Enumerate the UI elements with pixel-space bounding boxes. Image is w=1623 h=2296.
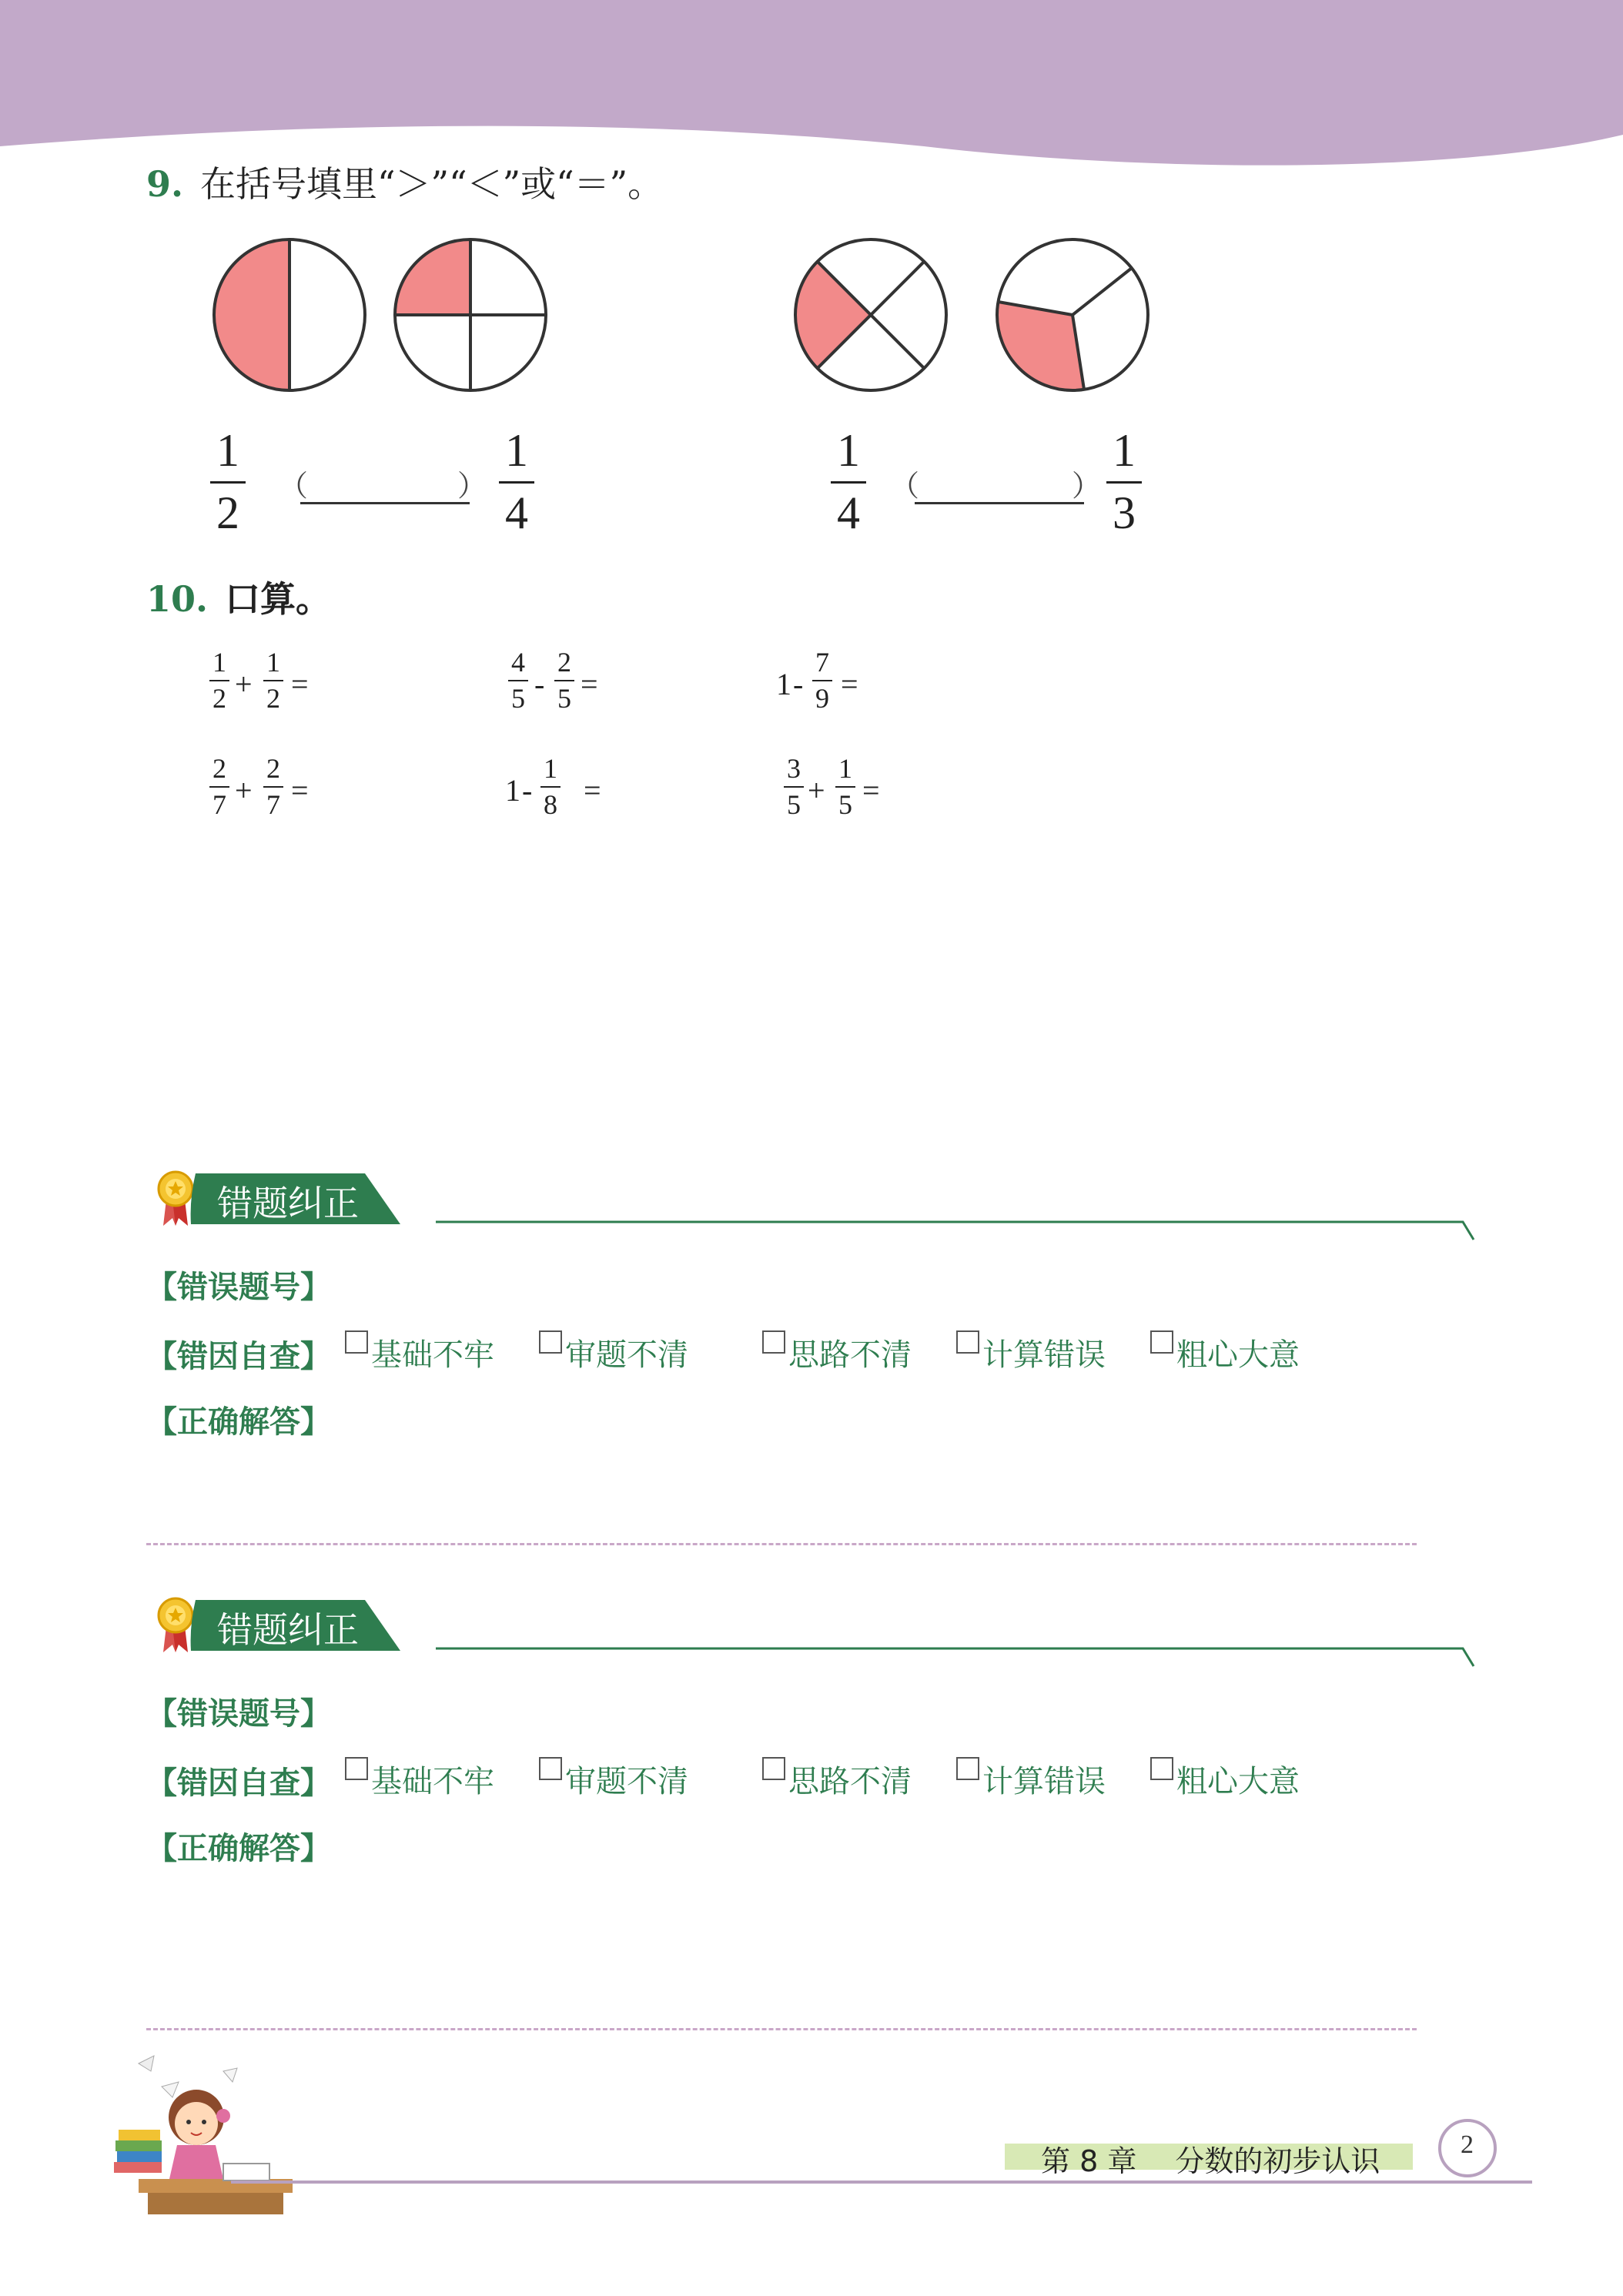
numerator: 2	[557, 647, 571, 678]
checkbox[interactable]	[345, 1757, 368, 1780]
fraction	[1104, 427, 1144, 536]
denominator: 9	[815, 683, 829, 714]
answer-label: 【正确解答】	[146, 1831, 331, 1866]
equals-sign: =	[291, 667, 309, 701]
answer-blank[interactable]	[915, 502, 1084, 504]
numerator: 3	[787, 753, 801, 784]
answer-blank[interactable]	[300, 502, 470, 504]
equals-sign: =	[841, 667, 858, 701]
fraction	[208, 755, 231, 818]
operator: -	[793, 667, 804, 701]
close-paren: ）	[457, 470, 487, 503]
denominator: 4	[505, 487, 528, 538]
operator: +	[808, 773, 825, 808]
error-number-label: 【错误题号】	[146, 1696, 331, 1732]
checkbox[interactable]	[539, 1757, 562, 1780]
option-label: 粗心大意	[1176, 1764, 1300, 1799]
option-label: 计算错误	[982, 1337, 1106, 1373]
chapter-title: 第 8 章 分数的初步认识	[1041, 2144, 1380, 2178]
question-number: 9.	[146, 163, 184, 205]
denominator: 4	[837, 487, 860, 538]
whole-number: 1	[776, 667, 791, 701]
equals-sign: =	[581, 667, 598, 701]
section-underline	[436, 1643, 1477, 1669]
error-number-label: 【错误题号】	[146, 1270, 331, 1305]
option-label: 思路不清	[788, 1337, 912, 1373]
fraction	[208, 427, 248, 536]
option-checkbox[interactable]	[539, 1757, 688, 1801]
self-check-label: 【错因自查】	[146, 1766, 331, 1801]
top-banner	[0, 0, 1623, 177]
fraction	[507, 648, 530, 712]
self-check-label: 【错因自查】	[146, 1339, 331, 1374]
numerator: 1	[544, 753, 557, 784]
operator: +	[235, 667, 253, 701]
circle-quarter-x	[791, 236, 950, 394]
numerator: 1	[838, 753, 852, 784]
equals-sign: =	[584, 773, 601, 808]
girl-studying-illustration	[108, 2048, 316, 2217]
denominator: 5	[557, 683, 571, 714]
denominator: 2	[266, 683, 280, 714]
numerator: 2	[266, 753, 280, 784]
checkbox[interactable]	[345, 1330, 368, 1354]
fraction	[834, 755, 857, 818]
option-label: 基础不牢	[371, 1337, 494, 1373]
fraction	[828, 427, 868, 536]
circle-quarter	[391, 236, 550, 394]
fraction	[262, 648, 285, 712]
option-checkbox[interactable]	[345, 1757, 494, 1801]
circle-third	[993, 236, 1152, 394]
numerator: 4	[511, 647, 525, 678]
divider	[146, 2028, 1417, 2030]
option-checkbox[interactable]	[1150, 1757, 1300, 1801]
numerator: 1	[505, 425, 528, 476]
operator: +	[235, 773, 253, 808]
option-label: 思路不清	[788, 1764, 912, 1799]
fraction	[497, 427, 537, 536]
option-checkbox[interactable]	[762, 1330, 912, 1374]
denominator: 3	[1113, 487, 1136, 538]
denominator: 2	[212, 683, 226, 714]
numerator: 1	[216, 425, 239, 476]
page-number: 2	[1461, 2130, 1474, 2159]
numerator: 7	[815, 647, 829, 678]
answer-label: 【正确解答】	[146, 1404, 331, 1440]
option-checkbox[interactable]	[762, 1757, 912, 1801]
section-title: 错题纠正	[217, 1183, 359, 1224]
denominator: 5	[787, 789, 801, 820]
circle-half	[210, 236, 369, 394]
checkbox[interactable]	[956, 1330, 979, 1354]
section-underline	[436, 1217, 1477, 1243]
option-checkbox[interactable]	[345, 1330, 494, 1374]
section-title: 错题纠正	[217, 1609, 359, 1651]
question-number: 10.	[146, 578, 209, 620]
checkbox[interactable]	[1150, 1330, 1173, 1354]
option-label: 审题不清	[565, 1337, 688, 1373]
operator: -	[522, 773, 533, 808]
question-prompt: 口算。	[225, 578, 332, 620]
denominator: 7	[212, 789, 226, 820]
numerator: 1	[1113, 425, 1136, 476]
fraction	[811, 648, 834, 712]
whole-number: 1	[505, 773, 520, 808]
option-label: 基础不牢	[371, 1764, 494, 1799]
checkbox[interactable]	[762, 1330, 785, 1354]
numerator: 2	[212, 753, 226, 784]
operator: -	[534, 667, 545, 701]
denominator: 2	[216, 487, 239, 538]
question-prompt: 在括号填里“＞”“＜”或“＝”。	[200, 163, 664, 205]
denominator: 8	[544, 789, 557, 820]
close-paren: ）	[1072, 470, 1102, 503]
denominator: 5	[838, 789, 852, 820]
fraction	[262, 755, 285, 818]
checkbox[interactable]	[1150, 1757, 1173, 1780]
option-checkbox[interactable]	[539, 1330, 688, 1374]
fraction	[553, 648, 576, 712]
equals-sign: =	[862, 773, 880, 808]
equals-sign: =	[291, 773, 309, 808]
option-label: 审题不清	[565, 1764, 688, 1799]
checkbox[interactable]	[762, 1757, 785, 1780]
question-10-heading	[146, 571, 331, 622]
open-paren: （	[890, 470, 920, 503]
divider	[146, 1543, 1417, 1545]
checkbox[interactable]	[956, 1757, 979, 1780]
numerator: 1	[837, 425, 860, 476]
numerator: 1	[212, 647, 226, 678]
option-checkbox[interactable]	[1150, 1330, 1300, 1374]
fraction	[539, 755, 562, 818]
denominator: 5	[511, 683, 525, 714]
option-label: 计算错误	[982, 1764, 1106, 1799]
question-9-heading	[146, 156, 663, 207]
option-label: 粗心大意	[1176, 1337, 1300, 1373]
denominator: 7	[266, 789, 280, 820]
footer-rule	[231, 2181, 1532, 2184]
numerator: 1	[266, 647, 280, 678]
option-checkbox[interactable]	[956, 1757, 1106, 1801]
fraction	[782, 755, 805, 818]
fraction	[208, 648, 231, 712]
checkbox[interactable]	[539, 1330, 562, 1354]
option-checkbox[interactable]	[956, 1330, 1106, 1374]
open-paren: （	[279, 470, 309, 503]
